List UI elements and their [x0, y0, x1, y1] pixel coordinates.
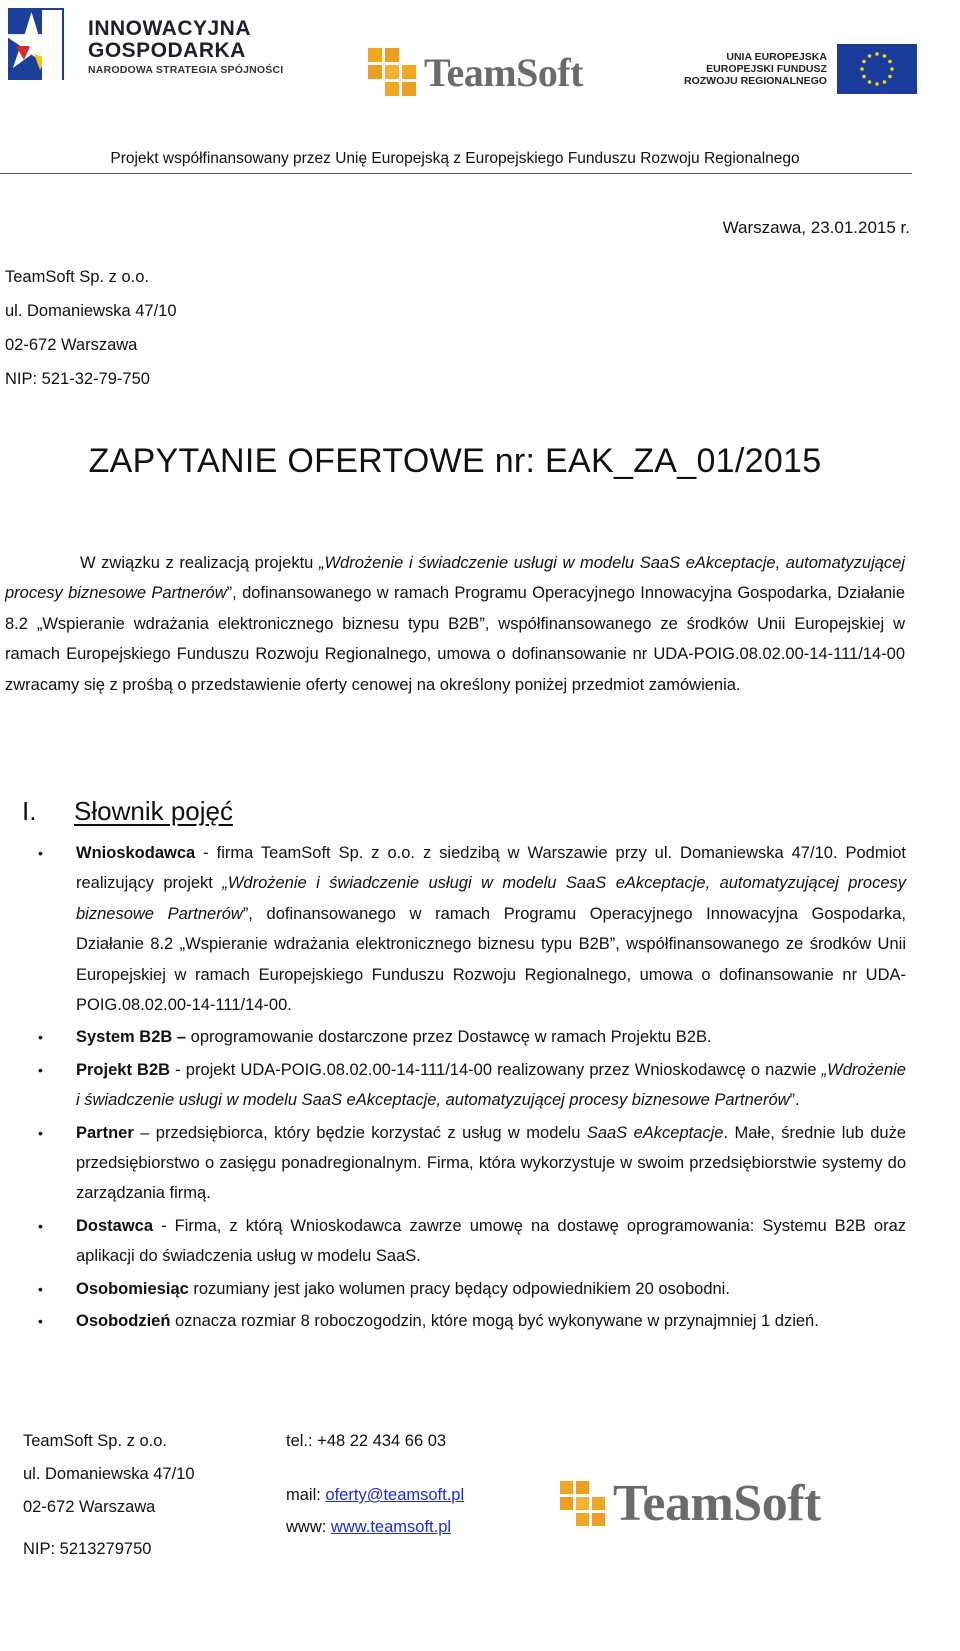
ue-logo-line3: ROZWOJU REGIONALNEGO: [684, 75, 827, 87]
list-item: [0, 838, 906, 1020]
intro-project-name: „Wdrożenie i świadczenie usługi w modelu SaaS eAkceptacje, automatyzującej procesy biznesowe Partnerów: [5, 554, 906, 603]
document-title: ZAPYTANIE OFERTOWE nr: EAK_ZA_01/2015: [88, 442, 822, 480]
definition-text-rest: . Małe, średnie lub duże przedsiębiorstwo o zasięgu ponadregionalnym. Firma, która wykorzystuje w swoim przedsiębiorstwie systemy do zarządzania firmą.: [76, 1123, 906, 1203]
sender-line: NIP: 521-32-79-750: [5, 370, 150, 388]
section-number: I.: [22, 796, 37, 826]
sender-line: ul. Domaniewska 47/10: [5, 302, 177, 320]
eu-star-icon: [883, 54, 887, 58]
definition-term: Wnioskodawca: [76, 844, 196, 862]
definition-italic: „Wdrożenie i świadczenie usługi w modelu SaaS eAkceptacje, automatyzującej procesy biznesowe Partnerów: [76, 1060, 906, 1110]
eu-star-icon: [862, 75, 866, 79]
eu-star-icon: [868, 80, 872, 84]
footer-mail-label: mail:: [286, 1486, 326, 1504]
section-heading: [22, 796, 233, 827]
definition-text: - projekt UDA-POIG.08.02.00-14-111/14-00 realizowany przez Wnioskodawcę o nazwie: [170, 1060, 822, 1079]
ue-logo-line1: UNIA EUROPEJSKA: [726, 51, 827, 63]
definition-text: rozumiany jest jako wolumen pracy będący odpowiednikiem 20 osobodni.: [188, 1279, 730, 1298]
sender-address: [5, 260, 177, 396]
list-item: [0, 1022, 906, 1052]
bullet-icon: •: [38, 1061, 43, 1078]
ue-logo-line2: EUROPEJSKI FUNDUSZ: [706, 63, 827, 75]
definition-term: Dostawca: [76, 1216, 154, 1235]
ig-logo-line1: INNOWACYJNA: [88, 17, 252, 40]
eu-star-icon: [883, 80, 887, 84]
teamsoft-mark-icon: [368, 48, 416, 96]
ig-logo-line2: GOSPODARKA: [88, 39, 246, 62]
teamsoft-logo-word: TeamSoft: [613, 1475, 821, 1532]
teamsoft-footer-logo: [560, 1474, 821, 1533]
footer-www-link[interactable]: www.teamsoft.pl: [330, 1518, 452, 1536]
definition-text: – przedsiębiorca, który będzie korzystać z usług w modelu: [133, 1123, 587, 1142]
definition-term: Partner: [76, 1123, 134, 1142]
definition-term: System B2B –: [76, 1028, 187, 1047]
footer-nip: NIP: 5213279750: [23, 1540, 152, 1558]
ig-logo-line3: NARODOWA STRATEGIA SPÓJNOŚCI: [88, 64, 284, 76]
list-item: [0, 1118, 906, 1209]
definition-italic: „Wdrożenie i świadczenie usługi w modelu SaaS eAkceptacje, automatyzującej procesy biznesowe Partnerów: [76, 874, 907, 923]
ue-logo: [684, 44, 917, 94]
bullet-icon: •: [38, 1280, 43, 1297]
bullet-icon: •: [38, 1124, 43, 1141]
definition-term: Projekt B2B: [76, 1060, 171, 1079]
footer-mail-row: [286, 1486, 464, 1505]
innowacyjna-gospodarka-logo: [4, 2, 304, 86]
intro-text-rest: ”, dofinansowanego w ramach Programu Operacyjnego Innowacyjna Gospodarka, Działanie 8.2 „Wspieranie wdrażania elektronicznego biznesu typu B2B”, współfinansowanego ze środków Unii Europejskiej w ramach Europejskiego Funduszu Rozwoju Regionalnego, umowa o dofinansowanie nr UDA-POIG.08.02.00-14-111/14-00 zwracamy się z prośbą o przedstawienie oferty cenowej na określony poniżej przedmiot zamówienia.: [5, 584, 906, 694]
header-divider: [0, 173, 912, 174]
intro-paragraph: [5, 548, 905, 700]
definition-text: - Firma, z którą Wnioskodawca zawrze umowę na dostawę oprogramowania: Systemu B2B oraz aplikacji do świadczenia usług w modelu SaaS.: [76, 1216, 906, 1266]
definition-term: Osobodzień: [76, 1312, 171, 1331]
eu-star-icon: [890, 67, 894, 71]
list-item: [0, 1211, 906, 1272]
teamsoft-mark-icon: [560, 1481, 605, 1526]
eu-star-icon: [862, 60, 866, 64]
footer-www-row: [286, 1518, 451, 1537]
eu-flag-icon: [837, 44, 917, 94]
definition-text-rest: ”.: [789, 1091, 800, 1110]
innowacyjna-gospodarka-emblem-icon: [4, 2, 70, 84]
bullet-icon: •: [38, 1029, 43, 1046]
footer-street: ul. Domaniewska 47/10: [23, 1465, 195, 1483]
eu-star-icon: [875, 52, 879, 56]
sender-line: TeamSoft Sp. z o.o.: [5, 268, 149, 286]
teamsoft-logo-word: TeamSoft: [424, 49, 583, 95]
definition-text-rest: ”, dofinansowanego w ramach Programu Operacyjnego Innowacyjna Gospodarka, Działanie 8.2 „Wspieranie wdrażania elektronicznego biznesu typu B2B”, współfinansowanego ze środków Unii Europejskiej w ramach Europejskiego Funduszu Rozwoju Regionalnego, umowa o dofinansowanie nr UDA-POIG.08.02.00-14-111/14-00.: [76, 904, 907, 1015]
list-item: [0, 1055, 906, 1116]
footer-mail-link[interactable]: oferty@teamsoft.pl: [325, 1486, 465, 1504]
definition-term: Osobomiesiąc: [76, 1279, 189, 1298]
eu-star-icon: [888, 75, 892, 79]
sender-line: 02-672 Warszawa: [5, 336, 138, 354]
definition-italic: SaaS eAkceptacje: [586, 1123, 724, 1142]
bullet-icon: •: [38, 845, 43, 861]
footer-phone: tel.: +48 22 434 66 03: [286, 1432, 447, 1450]
definition-text: - firma TeamSoft Sp. z o.o. z siedzibą w Warszawie przy ul. Domaniewska 47/10. Podmiot realizujący projekt: [76, 844, 906, 893]
footer-city: 02-672 Warszawa: [23, 1498, 156, 1516]
eu-star-icon: [888, 60, 892, 64]
list-item: [0, 1274, 906, 1304]
eu-star-icon: [860, 67, 864, 71]
teamsoft-header-logo: [368, 48, 583, 96]
bullet-icon: •: [38, 1313, 43, 1330]
project-tagline: Projekt współfinansowany przez Unię Europejską z Europejskiego Funduszu Rozwoju Regionalnego: [110, 150, 800, 167]
definition-text: oprogramowanie dostarczone przez Dostawcę w ramach Projektu B2B.: [186, 1028, 712, 1047]
document-date: Warszawa, 23.01.2015 r.: [722, 218, 910, 237]
definitions-list: [0, 838, 906, 1339]
footer-company: TeamSoft Sp. z o.o.: [23, 1432, 167, 1450]
list-item: [0, 1306, 906, 1336]
eu-star-icon: [875, 82, 879, 86]
section-title: Słownik pojęć: [74, 796, 233, 826]
eu-star-icon: [868, 54, 872, 58]
bullet-icon: •: [38, 1217, 43, 1234]
footer-www-label: www:: [286, 1518, 331, 1536]
definition-text: oznacza rozmiar 8 roboczogodzin, które mogą być wykonywane w przynajmniej 1 dzień.: [170, 1312, 819, 1331]
intro-text: W związku z realizacją projektu: [80, 554, 319, 572]
